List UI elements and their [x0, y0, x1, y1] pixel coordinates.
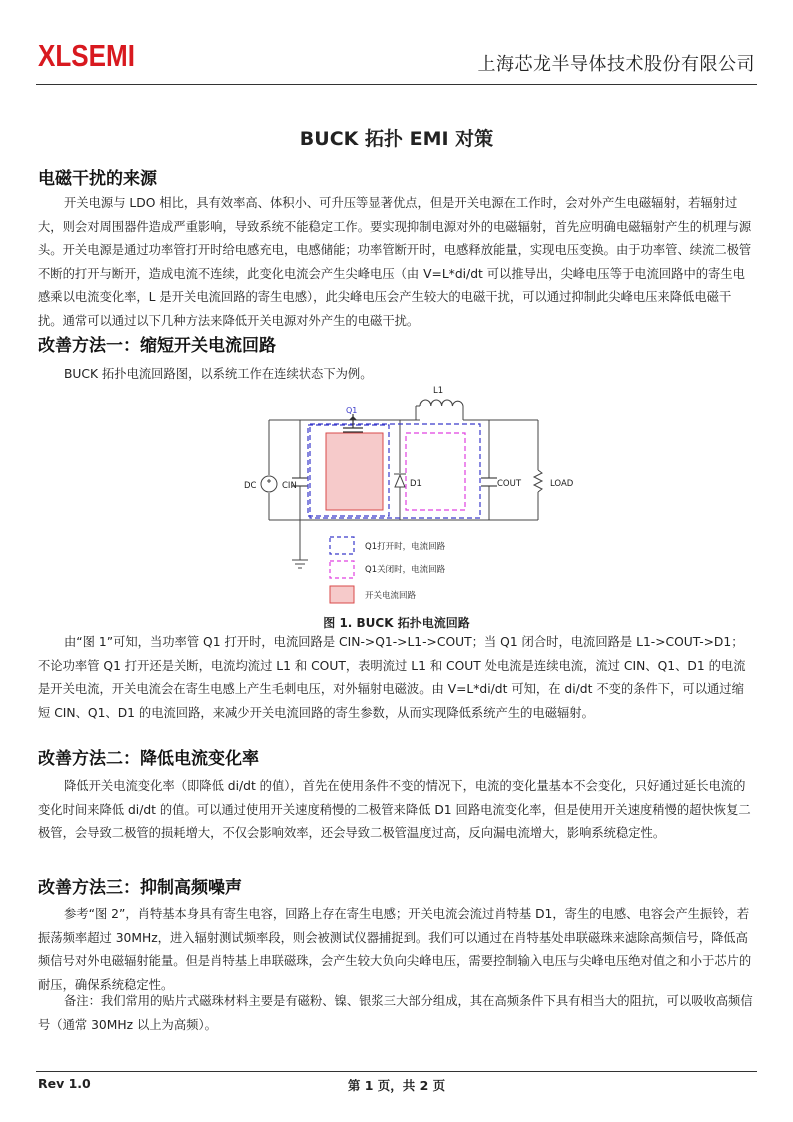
load-resistor-symbol — [534, 470, 542, 492]
section-paragraph-method-one: 由“图 1”可知，当功率管 Q1 打开时，电流回路是 CIN->Q1->L1->COUT；当 Q1 闭合时，电流回路是 L1->COUT->D1；不论功率管 Q1 打开还是关断，电流均流过 L1 和 COUT，表明流过 L1 和 COUT 处电流是连续电流，流过 CIN、Q1、D1 的电流是开关电流，开关电流会在寄生电感上产生毛刺电压，对外辐射电磁波。由 V=L*di/dt 可知，在 di/dt 不变的条件下，可以通过缩短 CIN、Q1、D1 的电流回路，来减少开关电流回路的寄生参数，从而实现降低系统产生的电磁辐射。 — [38, 635, 746, 720]
cout-capacitor-symbol — [481, 478, 497, 486]
load-label: LOAD — [550, 479, 574, 489]
legend-switch-swatch — [330, 586, 354, 603]
switch-current-loop — [326, 433, 383, 510]
dc-source-symbol — [261, 476, 277, 492]
section-paragraph-method-two: 降低开关电流变化率（即降低 di/dt 的值），首先在使用条件不变的情况下，电流的变化量基本不会变化，只好通过延长电流的变化时间来降低 di/dt 的值。可以通过使用开关速度稍慢的二极管来降低 D1 回路电流变化率，但是使用开关速度稍慢的超快恢复二极管，会导致二极管的损耗增大，不仅会影响效率，还会导致二极管温度过高，反向漏电流增大，影响系统稳定性。 — [38, 779, 751, 841]
d1-label: D1 — [410, 479, 422, 489]
company-logo: XLSEMI — [38, 38, 135, 73]
q1-label: Q1 — [346, 406, 358, 415]
q1-off-current-loop — [406, 433, 465, 510]
section-heading-emi-source: 电磁干扰的来源 — [38, 169, 157, 189]
cin-label: CIN — [282, 481, 297, 491]
footer-divider — [36, 1071, 757, 1072]
cout-label: COUT — [497, 479, 522, 489]
buck-circuit-diagram — [240, 380, 580, 610]
dc-label: DC — [244, 481, 257, 491]
figure-caption: 图 1. BUCK 拓扑电流回路 — [323, 616, 470, 630]
legend-on-swatch — [330, 537, 354, 554]
header-divider — [36, 84, 757, 85]
section-heading-method-three: 改善方法三：抑制高频噪声 — [38, 878, 242, 898]
legend-on-label: Q1打开时，电流回路 — [365, 542, 446, 552]
section-intro-method-one: BUCK 拓扑电流回路图，以系统工作在连续状态下为例。 — [64, 367, 373, 381]
section-paragraph-method-three: 参考“图 2”，肖特基本身具有寄生电容，回路上存在寄生电感；开关电流会流过肖特基 D1，寄生的电感、电容会产生振铃，若振荡频率超过 30MHz，进入辐射测试频率段，则会被测试仪器捕捉到。我们可以通过在肖特基处串联磁珠来滤除高频信号，降低高频信号对外电磁辐射能量。但是肖特基上串联磁珠，会产生较大负向尖峰电压，需要控制输入电压与尖峰电压绝对值之和小于芯片的耐压，确保系统稳定性。 — [38, 907, 752, 992]
document-title: BUCK 拓扑 EMI 对策 — [299, 128, 494, 150]
page-number: 第 1 页，共 2 页 — [347, 1078, 446, 1093]
revision-label: Rev 1.0 — [38, 1076, 91, 1091]
q1-arrow-icon — [349, 416, 357, 420]
legend-off-swatch — [330, 561, 354, 578]
l1-label: L1 — [433, 386, 444, 396]
section-paragraph-emi-source: 开关电源与 LDO 相比，具有效率高、体积小、可升压等显著优点，但是开关电源在工作时，会对外产生电磁辐射，若辐射过大，则会对周围器件造成严重影响，导致系统不能稳定工作。要实现抑制电源对外的电磁辐射，首先应明确电磁辐射产生的机理与源头。开关电源是通过功率管打开时给电感充电，电感储能；功率管断开时，电感释放能量，实现电压变换。由于功率管、续流二极管不断的打开与断开，造成电流不连续，此变化电流会产生尖峰电压（由 V=L*di/dt 可以推导出，尖峰电压等于电流回路中的寄生电感乘以电流变化率，L 是开关电流回路的寄生电感），此尖峰电压会产生较大的电磁干扰，可以通过抑制此尖峰电压来降低电磁干扰。通常可以通过以下几种方法来降低开关电源对外产生的电磁干扰。 — [38, 196, 752, 328]
section-note-method-three: 备注：我们常用的贴片式磁珠材料主要是有磁粉、镍、银浆三大部分组成，其在高频条件下具有相当大的阻抗，可以吸收高频信号（通常 30MHz 以上为高频）。 — [38, 994, 753, 1032]
section-heading-method-two: 改善方法二：降低电流变化率 — [38, 749, 259, 769]
l1-inductor-symbol — [420, 400, 463, 406]
d1-diode-symbol — [394, 474, 406, 487]
legend-off-label: Q1关闭时，电流回路 — [365, 565, 446, 575]
ground-symbol — [292, 560, 308, 568]
section-heading-method-one: 改善方法一：缩短开关电流回路 — [38, 336, 276, 356]
company-name: 上海芯龙半导体技术股份有限公司 — [477, 54, 755, 75]
legend-switch-label: 开关电流回路 — [365, 591, 417, 601]
